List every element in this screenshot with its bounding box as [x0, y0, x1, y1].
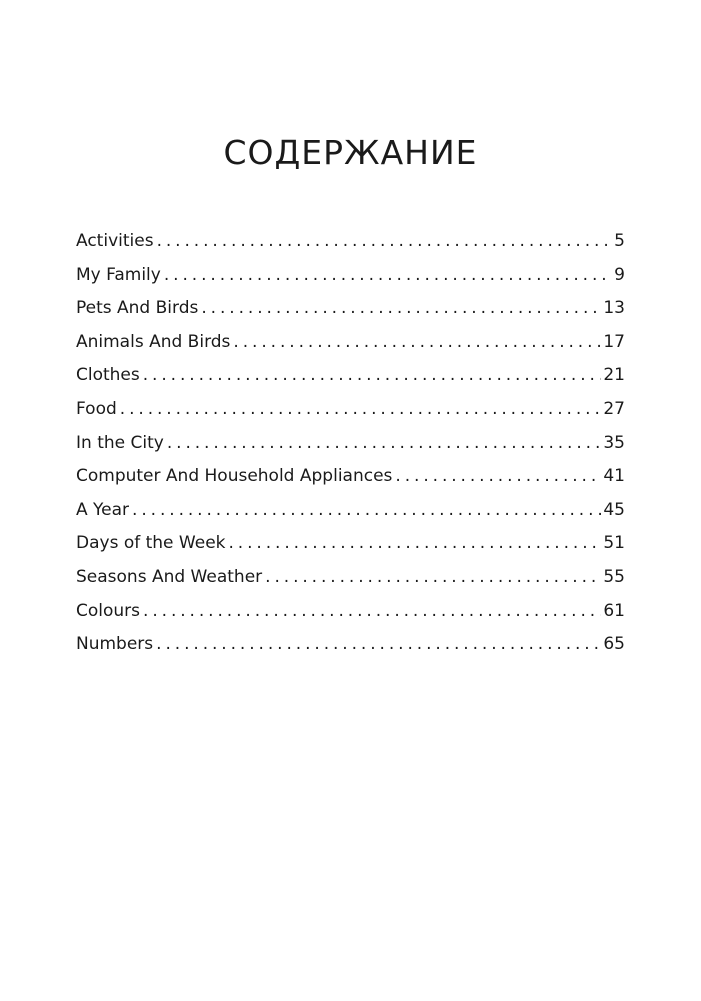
toc-entry-label: Numbers	[76, 634, 154, 655]
toc-entry-page-number: 51	[603, 533, 625, 554]
toc-entry-page-number: 55	[603, 566, 625, 587]
toc-dot-leader	[156, 628, 601, 662]
toc-entry-page-number: 65	[603, 634, 625, 655]
toc-entry	[76, 393, 625, 427]
toc-entry-label: Days of the Week	[76, 533, 226, 554]
table-of-contents	[76, 225, 625, 662]
toc-entry-label: My Family	[76, 264, 161, 285]
toc-entry	[76, 628, 625, 662]
toc-entry-label: Pets And Birds	[76, 298, 199, 319]
page-title: СОДЕРЖАНИЕ	[223, 133, 478, 172]
toc-dot-leader	[157, 225, 613, 259]
toc-entry	[76, 527, 625, 561]
toc-entry	[76, 427, 625, 461]
toc-entry-label: Activities	[76, 231, 154, 251]
toc-entry-page-number: 35	[603, 432, 625, 453]
toc-dot-leader	[395, 460, 601, 494]
toc-dot-leader	[143, 359, 602, 393]
toc-entry-label: Computer And Household Appliances	[76, 466, 393, 487]
toc-entry-page-number: 61	[603, 600, 625, 621]
toc-dot-leader	[233, 326, 601, 360]
toc-entry	[76, 595, 625, 629]
toc-entry-page-number: 41	[603, 466, 625, 487]
toc-entry	[76, 225, 625, 259]
toc-dot-leader	[143, 595, 601, 629]
toc-dot-leader	[164, 259, 612, 293]
toc-entry	[76, 460, 625, 494]
toc-entry-page-number: 45	[603, 499, 625, 520]
toc-dot-leader	[120, 393, 602, 427]
toc-entry-label: Animals And Birds	[76, 331, 231, 352]
toc-entry-page-number: 5	[614, 231, 625, 251]
toc-entry-page-number: 9	[614, 264, 625, 285]
toc-entry-page-number: 21	[603, 365, 625, 386]
toc-entry-label: Seasons And Weather	[76, 566, 263, 587]
toc-entry-label: Clothes	[76, 365, 140, 386]
toc-entry	[76, 259, 625, 293]
toc-dot-leader	[132, 494, 601, 528]
toc-entry	[76, 292, 625, 326]
toc-entry-label: Colours	[76, 600, 141, 621]
toc-entry-label: A Year	[76, 499, 130, 520]
toc-entry	[76, 561, 625, 595]
toc-entry-page-number: 13	[603, 298, 625, 319]
toc-entry-page-number: 17	[603, 331, 625, 352]
toc-entry	[76, 494, 625, 528]
toc-entry-page-number: 27	[603, 398, 625, 419]
toc-entry	[76, 326, 625, 360]
toc-entry-label: In the City	[76, 432, 164, 453]
toc-entry-label: Food	[76, 398, 117, 419]
toc-dot-leader	[229, 527, 602, 561]
toc-dot-leader	[265, 561, 601, 595]
toc-entry	[76, 359, 625, 393]
toc-dot-leader	[167, 427, 602, 461]
toc-dot-leader	[201, 292, 601, 326]
